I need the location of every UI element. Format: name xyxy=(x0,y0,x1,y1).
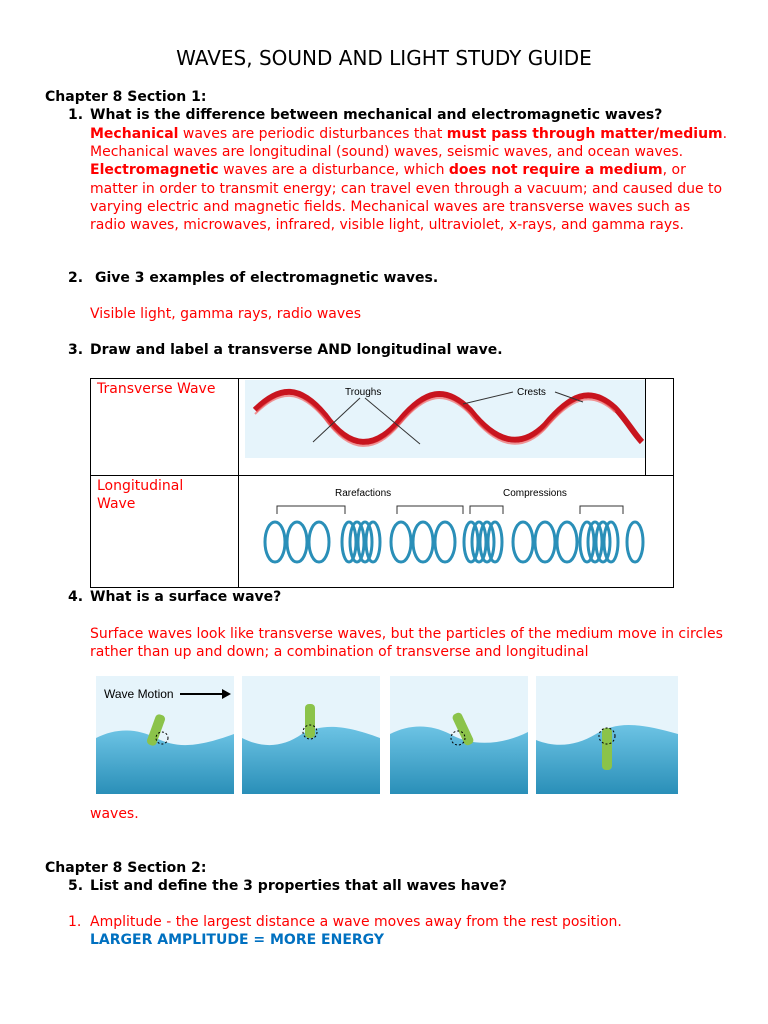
longitudinal-wave-illustration xyxy=(245,476,647,572)
transverse-wave-illustration xyxy=(245,380,645,460)
question-3-number: 3. xyxy=(68,342,84,358)
crests-tag: Crests xyxy=(516,387,546,398)
wave-drawing-table xyxy=(90,378,674,588)
page-title: WAVES, SOUND AND LIGHT STUDY GUIDE xyxy=(176,46,592,70)
wave-motion-caption: Wave Motion xyxy=(104,687,174,701)
longitudinal-image-cell xyxy=(238,476,673,588)
question-2-number: 2. xyxy=(68,270,84,286)
mechanical-term: Mechanical xyxy=(90,126,179,142)
medium-requirement-term: must pass through matter/medium xyxy=(446,126,723,142)
question-4-number: 4. xyxy=(68,589,84,605)
surface-wave-panel-3 xyxy=(390,676,528,794)
transverse-label-cell xyxy=(91,379,239,476)
section-heading-2: Chapter 8 Section 2: xyxy=(45,860,207,876)
question-2-text: Give 3 examples of electromagnetic waves. xyxy=(95,270,439,286)
question-3-text: Draw and label a transverse AND longitudinal wave. xyxy=(90,342,503,358)
question-1-text: What is the difference between mechanical and electromagnetic waves? xyxy=(90,107,663,123)
property-1-emphasis: LARGER AMPLITUDE = MORE ENERGY xyxy=(90,932,384,948)
question-4-answer-end: waves. xyxy=(90,806,139,822)
property-1-text: Amplitude - the largest distance a wave moves away from the rest position. xyxy=(90,914,622,930)
section-heading-1: Chapter 8 Section 1: xyxy=(45,89,207,105)
surface-wave-panel-1 xyxy=(96,676,234,794)
question-1-answer xyxy=(90,125,730,234)
no-medium-term: does not require a medium xyxy=(448,162,663,179)
question-4-answer: Surface waves look like transverse waves, but the particles of the medium move in circles rather than up and down; a combination of transverse and longitudinal xyxy=(90,626,723,661)
answer-text: . Mechanical waves are longitudinal (sound) waves, seismic waves, and ocean waves. xyxy=(90,126,728,161)
question-5-text: List and define the 3 properties that all waves have? xyxy=(90,878,507,894)
question-5-number: 5. xyxy=(68,878,84,894)
transverse-wave-label: Transverse Wave xyxy=(97,381,216,397)
answer-text: , or matter in order to transmit energy; can travel even through a vacuum; and caused due to varying electric and magnetic fields. Mechanical waves are transverse waves such as radio waves, microwaves, infrared, visible light, ultraviolet, x-rays, and gamma rays. xyxy=(90,162,723,234)
spacer-cell xyxy=(645,379,673,476)
question-1-number: 1. xyxy=(68,107,84,123)
surface-wave-panel-4 xyxy=(536,676,678,794)
surface-wave-panel-2 xyxy=(242,676,380,794)
electromagnetic-term: Electromagnetic xyxy=(90,162,219,179)
compressions-tag: Compressions xyxy=(502,488,567,499)
question-4-text: What is a surface wave? xyxy=(90,589,282,605)
transverse-image-cell xyxy=(238,379,645,476)
longitudinal-label-cell xyxy=(91,476,239,588)
answer-text: waves are a disturbance, which xyxy=(218,162,449,179)
question-2-answer: Visible light, gamma rays, radio waves xyxy=(90,306,362,322)
surface-wave-illustration xyxy=(96,676,678,794)
longitudinal-wave-label: Longitudinal Wave xyxy=(97,478,184,512)
answer-text: waves are periodic disturbances that xyxy=(178,126,447,142)
rarefactions-tag: Rarefactions xyxy=(334,488,391,499)
property-1-number: 1. xyxy=(68,914,82,930)
troughs-tag: Troughs xyxy=(344,387,381,398)
